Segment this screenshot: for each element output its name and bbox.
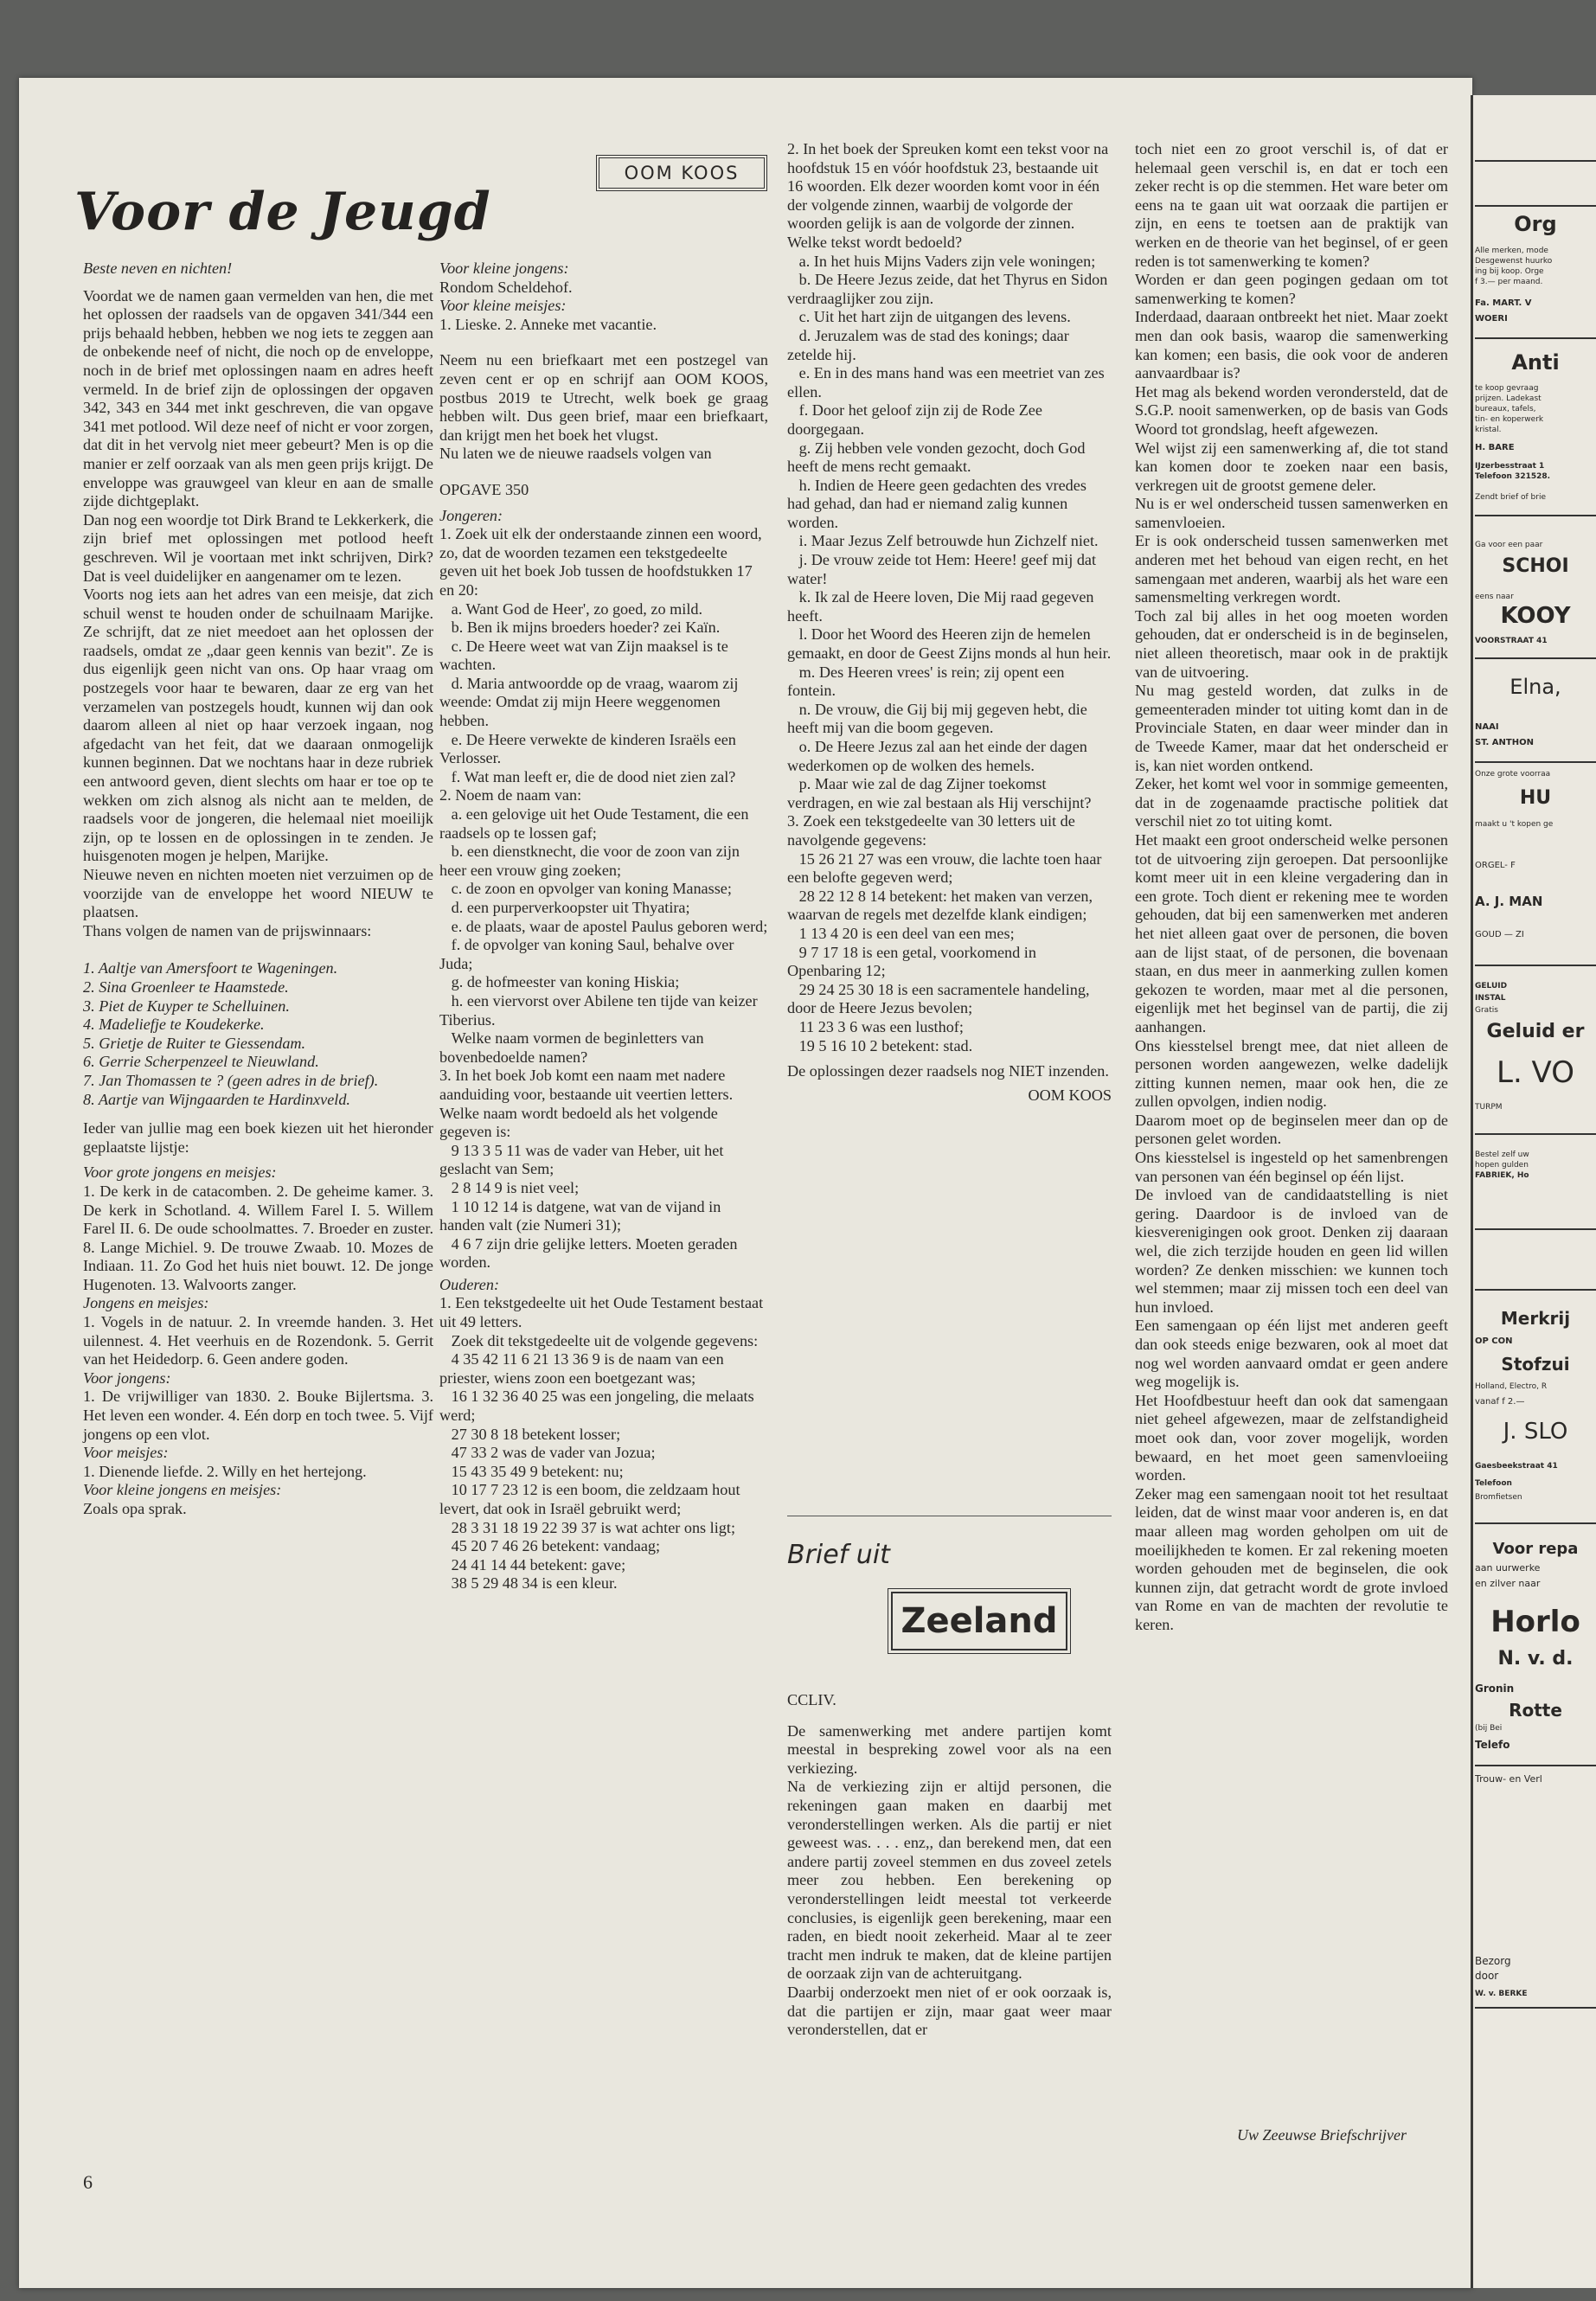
book-group-text: 1. De vrijwilliger van 1830. 2. Bouke Bijlertsma. 3. Het leven een wonder. 4. Eén dorp en toch twee. 5. Vijf jongens op een vlot. xyxy=(83,1388,433,1443)
winner: 5. Grietje de Ruiter te Giessendam. xyxy=(83,1034,306,1052)
ad-rule xyxy=(1475,657,1596,659)
book-group-text: Zoals opa sprak. xyxy=(83,1500,187,1517)
ad-text: Gratis xyxy=(1475,1006,1498,1015)
column-2 xyxy=(439,260,768,1593)
ad-text: Trouw- en Verl xyxy=(1475,1773,1542,1785)
ad-text: NAAI xyxy=(1475,722,1499,732)
ad-text: ing bij koop. Orge xyxy=(1475,267,1544,276)
ad-text: INSTAL xyxy=(1475,994,1506,1003)
ad-text: te koop gevraag xyxy=(1475,384,1539,393)
ad-text: tin- en koperwerk xyxy=(1475,415,1544,424)
winner: 4. Madeliefje te Koudekerke. xyxy=(83,1016,265,1034)
winner: 3. Piet de Kuyper te Schelluinen. xyxy=(83,997,290,1015)
book-group-text: 1. Vogels in de natuur. 2. In vreemde handen. 3. Het uilennest. 4. Het veerhuis en de Rozendonk. 5. Gerrit van het Heidedorp. 6. Geen andere goden. xyxy=(83,1313,433,1368)
jongeren-puzzles: 1. Zoek uit elk der onderstaande zinnen een woord, zo, dat de woorden tezamen een tekstgedeelte geven uit het boek Job tussen de hoofdstukken 17 en 20: a. Want God de Heer', zo goed, zo mild. b. Ben ik mijns broeders hoeder? zei Kaïn. c. De Heere weet wat van Zijn maaksel is te wachten. d. Maria antwoordde op de vraag, waarom zij weende: Omdat zij mijn Heere weggenomen hebben. e. De Heere verwekte de kinderen Israëls een Verlosser. f. Wat man leeft er, die de dood niet zien zal? 2. Noem de naam van: a. een gelovige uit het Oude Testament, die een raadsels op te lossen gaf; b. een dienstknecht, die voor de zoon van zijn heer een vrouw ging zoeken; c. de zoon en opvolger van koning Manasse; d. een purperverkoopster uit Thyatira; e. de plaats, waar de apostel Paulus geboren werd; f. de opvolger van koning Saul, behalve over Juda; g. de hofmeester van koning Hiskia; h. een viervorst over Abilene ten tijde van keizer Tiberius. Welke naam vormen de beginletters van bovenbedoelde namen? 3. In het boek Job komt een naam met nadere aanduiding voor, bestaande uit veertien letters. Welke naam wordt bedoeld als het volgende gegeven is: 9 13 3 5 11 was de vader van Heber, uit het geslacht van Sem; 2 8 14 9 is niet veel; 1 10 12 14 is datgene, wat van de vijand in handen valt (zie Numeri 31); 4 6 7 zijn drie gelijke letters. Moeten geraden worden. xyxy=(439,525,768,1272)
winners-list xyxy=(83,959,433,1109)
ad-text: HU xyxy=(1519,787,1552,809)
ad-text: VOORSTRAAT 41 xyxy=(1475,637,1548,645)
brief-number: CCLIV. xyxy=(787,1691,836,1708)
ad-text: door xyxy=(1475,1970,1499,1982)
ad-text: Holland, Electro, R xyxy=(1475,1382,1548,1391)
jongeren-heading: Jongeren: xyxy=(439,506,503,524)
ad-text: Org xyxy=(1514,212,1557,236)
page-title: Voor de Jeugd xyxy=(74,182,491,242)
ad-text: H. BARE xyxy=(1475,443,1515,452)
ad-rule xyxy=(1475,1289,1596,1291)
column-1 xyxy=(83,260,433,1519)
ad-text: Rotte xyxy=(1509,1700,1562,1721)
ad-rule xyxy=(1475,1228,1596,1230)
book-group-text: 1. De kerk in de catacomben. 2. De geheime kamer. 3. De kerk in Schotland. 4. Willem Farel I. 5. Willem Farel II. 6. De oude schoolmattes. 7. Broeder en zuster. 8. Lange Michiel. 9. De trouwe Zwaab. 10. Mozes de Indiaan. 11. Zo God het huis niet bouwt. 12. De jonge Hugenoten. 13. Walvoorts zanger. xyxy=(83,1182,433,1293)
ad-text: Telefoon xyxy=(1475,1479,1512,1488)
brief-signature: Uw Zeeuwse Briefschrijver xyxy=(1237,2126,1407,2144)
ouderen-heading: Ouderen: xyxy=(439,1275,500,1293)
ad-text: Elna, xyxy=(1509,675,1561,699)
ad-text: f 3.— per maand. xyxy=(1475,278,1543,286)
ad-text: WOERI xyxy=(1475,314,1508,324)
after-winners: Ieder van jullie mag een boek kiezen uit het hieronder geplaatste lijstje: xyxy=(83,1119,433,1156)
ad-text: Merkrij xyxy=(1500,1308,1571,1329)
ad-rule xyxy=(1475,761,1596,763)
ad-text: ST. ANTHON xyxy=(1475,738,1534,747)
col4-text: toch niet een zo groot verschil is, of dat er helemaal geen verschil is, en dat er toch een zeker recht is op die stemmen. Het ware beter om eens na te gaan uit wat oorzaak die partijen er zijn, en eens te toetsen aan de praktijk van werken en de theorie van het beginsel, of er geen reden is tot samenwerking te komen? Worden er dan geen pogingen gedaan om tot samenwerking te komen? Inderdaad, daaraan ontbreekt het niet. Maar zoekt men dan ook basis, waarop die samenwerking kan komen; een basis, die ook voor de anderen aanvaardbaar is? Het mag als bekend worden verondersteld, dat de S.G.P. nooit samenwerken, op de basis van Gods Woord tot grondslag, heeft afgewezen. Wel wijst zij een samenwerking af, die tot stand kan komen door te zoeken naar een basis, verkregen uit de grootst gemene deler. Nu is er wel onderscheid tussen samenwerken en samenvloeien. Er is ook onderscheid tussen samenwerken met anderen met het behoud van eigen recht, en het samengaan met anderen, waarbij als het ware een samensmelting verkregen wordt. Toch zal bij alles in het oog moeten worden gehouden, dat er onderscheid is in de beginselen, niet alleen theoretisch, maar ook in de praktijk van de uitvoering. Nu mag gesteld worden, dat zulks in de gemeenteraden minder tot uiting komt dan in de Provinciale Staten, en daar weer minder dan in de Tweede Kamer, maar dat het onderscheid er is, kan niet worden ontkend. Zeker, het komt wel voor in sommige gemeenten, dat in de zogenaamde practische politiek dat verschil niet zo tot uiting komt. Het maakt een groot onderscheid welke personen tot de uitvoering zijn geroepen. Dat persoonlijke komt meer uit in een kleine vergadering dan in een grote. Toch dient er rekening mee te worden gehouden, dat bij een samenwerken met anderen het niet alleen gaat over de personen, die boven aan de lijst staat, of de personen, die bovenaan staan, en dus meer in aanmerking zullen komen gekozen te worden, maar met al die personen, eigenlijk met het beginsel van de partij, die zij aanhangen. Ons kiesstelsel brengt mee, dat niet alleen de personen worden aangewezen, welke dadelijk zitting kunnen nemen, maar ook hen, die ze zullen opvolgen, indien nodig. Daarom moet op de beginselen meer dan op de personen gelet worden. Ons kiesstelsel is ingesteld op het samenbrengen van personen van één beginsel op één lijst. De invloed van de candidaatstelling is niet gering. Daardoor is de invloed van de kiesverenigingen ook groot. Denken zij daaraan wel, die zich terzijde houden en geen lid willen worden? Ze denken misschien: we kunnen toch wel stemmen; maar zij missen toch een deel van hun invloed. Een samengaan op één lijst met anderen geeft dan ook steeds enige bezwaren, ook al moet dat nog wel worden aanvaard omdat er geen andere weg mogelijk is. Het Hoofdbestuur heeft dan ook dat samengaan niet geheel afgewezen, maar de zelfstandigheid moet ook dan, voor zover mogelijk, worden bewaard, en het moet geen samenvloeiing worden. Zeker mag een samengaan nooit tot het resultaat leiden, dat de winst maar voor anderen is, en dat maar alleen mag worden geholpen om uit de moeilijkheden te komen. Er zal rekening moeten worden gehouden met de beginselen, die ook kunnen zijn, dat getracht wordt de grote invloed van Rome en van de machten der revolutie te keren. xyxy=(1135,140,1448,1633)
ad-rule xyxy=(1475,160,1596,162)
ad-text: hopen gulden xyxy=(1475,1161,1529,1170)
ad-text: KOOY xyxy=(1500,603,1571,629)
column-3 xyxy=(787,140,1112,1105)
book-group-text: Rondom Scheldehof. xyxy=(439,278,573,296)
col1-body: Voordat we de namen gaan vermelden van hen, die met het oplossen der raadsels van de opgaven 341/344 een prijs behaald hebben, hebben we nog iets te zeggen aan de onbekende neef of nicht, die noch op de enveloppe, noch in de brief met oplossingen naam en adres heeft vermeld. In de brief zijn de oplossingen der opgaven 342, 343 en 344 met inkt geschreven, die van opgave 341 met potlood. Wil deze neef of nicht er voor zorgen, dat dit in het vervolg niet meer gebeurt? Men is op die manier er zelf oorzaak van als men geen prijs krijgt. De enveloppe was grauwgeel van kleur en aan de smalle zijde dichtgeplakt. Dan nog een woordje tot Dirk Brand te Lekkerkerk, die zijn brief met oplossingen met potlood heeft geschreven. Wil je voortaan met inkt schrijven, Dirk? Dat is veel duidelijker en aangenamer om te lezen. Voorts nog iets aan het adres van een meisje, dat zich schuil wenst te houden onder de schuilnaam Marijke. Ze schrijft, dat ze niet meedoet aan het oplossen der raadsels, omdat ze „daar geen kennis van bezit". Ze is dus eigenlijk geen nicht van ons. Op haar vraag om postzegels voor haar te bewaren, daar ze erg van het verzamelen van postzegels houdt, kunnen wij dan ook daarom alleen al niet op haar verzoek ingaan, nog afgedacht van het feit, dat we daaraan onmogelijk kunnen beginnen. Dat we nochtans haar in deze rubriek een antwoord geven, dient slechts om haar er toe op te wekken om zich alsnog als nicht aan te melden, de raadsels voor de jongeren, die helemaal niet moeilijk zijn, op te lossen en de oplossingen in te zenden. Je huisgenoten mogen je helpen, Marijke. Nieuwe neven en nichten moeten niet verzuimen op de voorzijde van de enveloppe het woord NIEUW te plaatsen. Thans volgen de namen van de prijswinnaars: xyxy=(83,286,433,939)
ad-text: Horlo xyxy=(1490,1605,1580,1639)
book-group-heading: Voor kleine meisjes: xyxy=(439,297,567,315)
ad-text: prijzen. Ladekast xyxy=(1475,394,1542,403)
ad-rule xyxy=(1475,2007,1596,2009)
ad-text: IJzerbesstraat 1 xyxy=(1475,462,1545,471)
winner: 6. Gerrie Scherpenzeel te Nieuwland. xyxy=(83,1053,319,1071)
ad-text: TURPM xyxy=(1475,1103,1503,1112)
ouderen-puzzles: 1. Een tekstgedeelte uit het Oude Testament bestaat uit 49 letters. Zoek dit tekstgedeelte uit de volgende gegevens: 4 35 42 11 6 21 13 36 9 is de naam van een priester, wiens zoon een boetgezant was; 16 1 32 36 40 25 was een jongeling, die melaats werd; 27 30 8 18 betekent losser; 47 33 2 was de vader van Jozua; 15 43 35 49 9 betekent: nu; 10 17 7 23 12 is een boom, die zeldzaam hout levert, dat ook in Israël gebruikt werd; 28 3 31 18 19 22 39 37 is wat achter ons ligt; 45 20 7 46 26 betekent: vandaag; 24 41 14 44 betekent: gave; 38 5 29 48 34 is een kleur. xyxy=(439,1294,764,1593)
ad-text: OP CON xyxy=(1475,1336,1513,1346)
ad-rule xyxy=(1475,965,1596,966)
brief-uit-label: Brief uit xyxy=(787,1540,890,1570)
column-4 xyxy=(1135,140,1448,1635)
book-group-heading: Voor meisjes: xyxy=(83,1444,169,1462)
winner: 8. Aartje van Wijngaarden te Hardinxveld. xyxy=(83,1090,350,1108)
ad-text: Desgewenst huurko xyxy=(1475,257,1553,266)
ad-text: bureaux, tafels, xyxy=(1475,405,1536,413)
col2-intro: Neem nu een briefkaart met een postzegel van zeven cent er op en schrijf aan OOM KOOS, postbus 2019 te Utrecht, welk boek ge graag hebben wilt. Dus geen brief, maar een briefkaart, dan krijgt men het boek het vlugst. Nu laten we de nieuwe raadsels volgen van xyxy=(439,351,768,463)
ad-text: Voor repa xyxy=(1492,1540,1579,1558)
ad-text: eens naar xyxy=(1475,593,1514,601)
ad-text: Alle merken, mode xyxy=(1475,247,1548,255)
ad-rule xyxy=(1475,337,1596,339)
ad-text: maakt u 't kopen ge xyxy=(1475,820,1554,829)
opgave-title: OPGAVE 350 xyxy=(439,480,529,498)
book-group-heading: Voor grote jongens en meisjes: xyxy=(83,1163,277,1182)
ad-text: A. J. MAN xyxy=(1475,894,1543,909)
brief-text: De samenwerking met andere partijen komt meestal in bespreking zowel voor als na een verkiezing. Na de verkiezing zijn er altijd personen, die rekeningen gaan maken en daarbij met veronderstellingen werken. Als die partij er niet geweest was. . . . enz,, dan berekend men, dat een andere partij zoveel stemmen en dus zoveel zetels meer zou hebben. Een berekening op veronderstellingen leidt meestal tot verkeerde conclusies, is eigenlijk geen berekening, maar een raden, en biedt nooit zekerheid. Maar al te zeer tracht men indruk te maken, dat de kleine partijen de oorzaak zijn van de achteruitgang. Daarbij onderzoekt men niet of er ook oorzaak is, dat die partijen er zijn, maar gaat weer maar veronderstellen, dat er xyxy=(787,1721,1112,2039)
winner: 7. Jan Thomassen te ? (geen adres in de brief). xyxy=(83,1071,379,1089)
ad-text: vanaf f 2.— xyxy=(1475,1397,1525,1407)
ad-text: Gronin xyxy=(1475,1682,1515,1695)
ad-text: Telefoon 321528. xyxy=(1475,472,1551,481)
ad-text: W. v. BERKE xyxy=(1475,1990,1528,1998)
winner: 1. Aaltje van Amersfoort te Wageningen. xyxy=(83,959,338,977)
page-number: 6 xyxy=(83,2171,93,2193)
ad-text: Anti xyxy=(1511,350,1560,375)
ad-text: Bromfietsen xyxy=(1475,1493,1522,1502)
book-group-heading: Voor kleine jongens en meisjes: xyxy=(83,1481,282,1499)
book-group-heading: Jongens en meisjes: xyxy=(83,1294,209,1312)
ad-rule xyxy=(1475,515,1596,516)
ad-text: Telefo xyxy=(1475,1739,1510,1751)
ad-text: ORGEL- F xyxy=(1475,861,1516,870)
zeeland-box: Zeeland xyxy=(891,1592,1067,1650)
ad-text: FABRIEK, Ho xyxy=(1475,1171,1529,1180)
ad-text: Bezorg xyxy=(1475,1955,1511,1967)
ad-text: en zilver naar xyxy=(1475,1578,1541,1589)
book-group-heading: Voor kleine jongens: xyxy=(439,260,569,277)
ad-rule xyxy=(1475,205,1596,207)
ad-text: Fa. MART. V xyxy=(1475,298,1532,308)
ad-text: Stofzui xyxy=(1501,1354,1570,1375)
greeting: Beste neven en nichten! xyxy=(83,260,233,277)
ad-text: J. SLO xyxy=(1503,1419,1568,1445)
byline-box: OOM KOOS xyxy=(599,157,765,189)
ad-rule xyxy=(1475,1765,1596,1766)
ad-text: N. v. d. xyxy=(1497,1648,1574,1670)
ad-text: GELUID xyxy=(1475,982,1508,990)
winner: 2. Sina Groenleer te Haamstede. xyxy=(83,977,289,996)
ad-text: L. VO xyxy=(1497,1055,1574,1090)
brief-column xyxy=(787,1691,1112,2040)
ad-text: Bestel zelf uw xyxy=(1475,1150,1529,1159)
book-group-text: 1. Dienende liefde. 2. Willy en het hertejong. xyxy=(83,1462,367,1480)
book-group-heading: Voor jongens: xyxy=(83,1368,171,1387)
ad-text: Gaesbeekstraat 41 xyxy=(1475,1462,1558,1471)
ad-rule xyxy=(1475,1522,1596,1524)
col3-puzzles: 2. In het boek der Spreuken komt een tekst voor na hoofdstuk 15 en vóór hoofdstuk 23, bestaande uit 16 woorden. Elk dezer woorden komt voor in één der volgende zinnen, waarbij de volgorde der woorden gelijk is aan de volgorde der zinnen. Welke tekst wordt bedoeld? a. In het huis Mijns Vaders zijn vele woningen; b. De Heere Jezus zeide, dat het Thyrus en Sidon verdraaglijker zou zijn. c. Uit het hart zijn de uitgangen des levens. d. Jeruzalem was de stad des konings; daar zetelde hij. e. En in des mans hand was een meetriet van zes ellen. f. Door het geloof zijn zij de Rode Zee doorgegaan. g. Zij hebben vele vonden gezocht, doch God heeft de mens recht gemaakt. h. Indien de Heere geen gedachten des vredes had gehad, dan had er niemand zalig kunnen worden. i. Maar Jezus Zelf betrouwde hun Zichzelf niet. j. De vrouw zeide tot Hem: Heere! geef mij dat water! k. Ik zal de Heere loven, Die Mij raad gegeven heeft. l. Door het Woord des Heeren zijn de hemelen gemaakt, en door de Geest Zijns monds al hun heir. m. Des Heeren vrees' is rein; zij opent een fontein. n. De vrouw, die Gij bij mij gegeven hebt, die heeft mij van die boom gegeven. o. De Heere Jezus zal aan het einde der dagen wederkomen op de wolken des hemels. p. Maar wie zal de dag Zijner toekomst verdragen, en wie zal bestaan als Hij verschijnt? 3. Zoek een tekstgedeelte van 30 letters uit de navolgende gegevens: 15 26 21 27 was een vrouw, die lachte toen haar een belofte gegeven werd; 28 22 12 8 14 betekent: het maken van verzen, waarvan de regels met dezelfde klank eindigen; 1 13 4 20 is een deel van een mes; 9 7 17 18 is een getal, voorkomend in Openbaring 12; 29 24 25 30 18 is een sacramentele handeling, door de Heere Jezus bevolen; 11 23 3 6 was een lusthof; 19 5 16 10 2 betekent: stad. xyxy=(787,140,1112,1054)
col3-closing: De oplossingen dezer raadsels nog NIET inzenden. xyxy=(787,1062,1109,1080)
ad-text: (bij Bei xyxy=(1475,1724,1503,1733)
ad-text: Ga voor een paar xyxy=(1475,541,1543,549)
ad-text: SCHOI xyxy=(1502,555,1569,577)
ad-text: Zendt brief of brie xyxy=(1475,493,1546,502)
book-group-text: 1. Lieske. 2. Anneke met vacantie. xyxy=(439,315,657,333)
col3-signature: OOM KOOS xyxy=(1028,1086,1112,1104)
ad-text: GOUD — ZI xyxy=(1475,930,1524,939)
ad-text: Geluid er xyxy=(1486,1021,1585,1042)
ad-text: kristal. xyxy=(1475,426,1502,434)
ad-rule xyxy=(1475,1133,1596,1135)
ad-text: aan uurwerke xyxy=(1475,1562,1541,1574)
ad-text: Onze grote voorraa xyxy=(1475,770,1551,779)
